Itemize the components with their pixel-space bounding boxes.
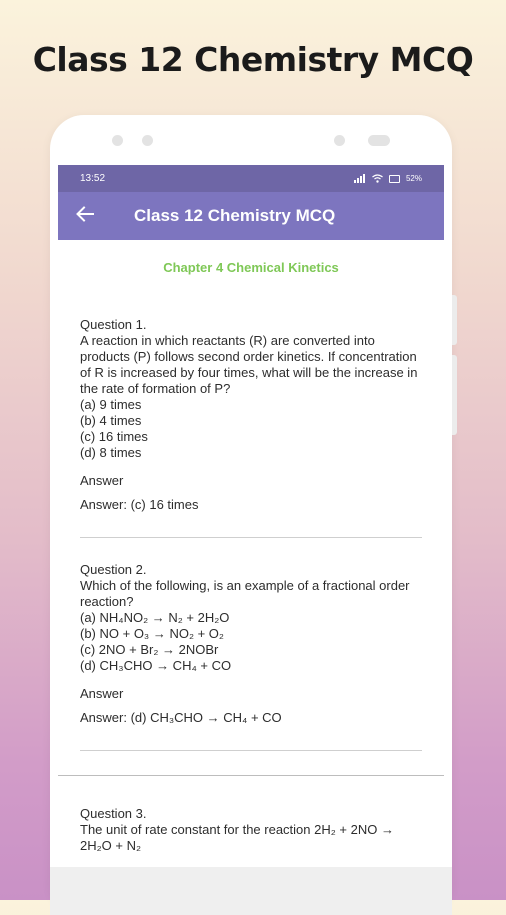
option-a[interactable]: (a) 9 times bbox=[80, 397, 142, 412]
question-text: A reaction in which reactants (R) are converted into products (P) follows second order kinetics. If concentration of R is increased by four times, what will be the increase in the rate of formation of P? bbox=[80, 333, 418, 396]
divider bbox=[80, 750, 422, 751]
question-label: Question 2. bbox=[80, 562, 147, 577]
option-a[interactable]: (a) NH₄NO₂ → N₂ + 2H₂O bbox=[80, 610, 230, 625]
answer-toggle[interactable]: Answer bbox=[80, 473, 124, 488]
battery-percent: 52% bbox=[405, 174, 422, 183]
question-label: Question 3. bbox=[80, 806, 147, 821]
signal-icon bbox=[354, 174, 366, 183]
option-c[interactable]: (c) 16 times bbox=[80, 429, 148, 444]
answer-text: Answer: (c) 16 times bbox=[80, 497, 199, 512]
answer-toggle[interactable]: Answer bbox=[80, 686, 124, 701]
chapter-title: Chapter 4 Chemical Kinetics bbox=[163, 260, 339, 275]
speaker-grill bbox=[368, 135, 390, 146]
question-text: The unit of rate constant for the reaction 2H₂ + 2NO → 2H₂O + N₂ bbox=[80, 822, 394, 853]
option-b[interactable]: (b) NO + O₃ → NO₂ + O₂ bbox=[80, 626, 224, 641]
wifi-icon bbox=[372, 174, 383, 183]
camera-sensor bbox=[334, 135, 345, 146]
option-c[interactable]: (c) 2NO + Br₂ → 2NOBr bbox=[80, 642, 219, 657]
option-d[interactable]: (d) 8 times bbox=[80, 445, 142, 460]
camera-sensor bbox=[142, 135, 153, 146]
divider bbox=[80, 537, 422, 538]
phone-frame bbox=[50, 115, 452, 915]
camera-sensor bbox=[112, 135, 123, 146]
status-time: 13:52 bbox=[80, 173, 106, 184]
side-button bbox=[452, 295, 457, 345]
back-arrow-icon[interactable] bbox=[76, 206, 96, 226]
question-text: Which of the following, is an example of a fractional order reaction? bbox=[80, 578, 410, 609]
battery-icon bbox=[389, 175, 400, 183]
question-card bbox=[80, 317, 422, 854]
app-bar bbox=[58, 192, 444, 240]
answer-text: Answer: (d) CH₃CHO → CH₄ + CO bbox=[80, 710, 282, 725]
app-screen bbox=[58, 165, 444, 857]
status-icons bbox=[354, 174, 422, 183]
bottom-bar bbox=[50, 867, 452, 915]
option-d[interactable]: (d) CH₃CHO → CH₄ + CO bbox=[80, 658, 232, 673]
status-bar bbox=[58, 165, 444, 192]
question-label: Question 1. bbox=[80, 317, 147, 332]
side-button bbox=[452, 355, 457, 435]
promo-title: Class 12 Chemistry MCQ bbox=[32, 40, 474, 79]
app-bar-title: Class 12 Chemistry MCQ bbox=[134, 206, 336, 225]
option-b[interactable]: (b) 4 times bbox=[80, 413, 142, 428]
